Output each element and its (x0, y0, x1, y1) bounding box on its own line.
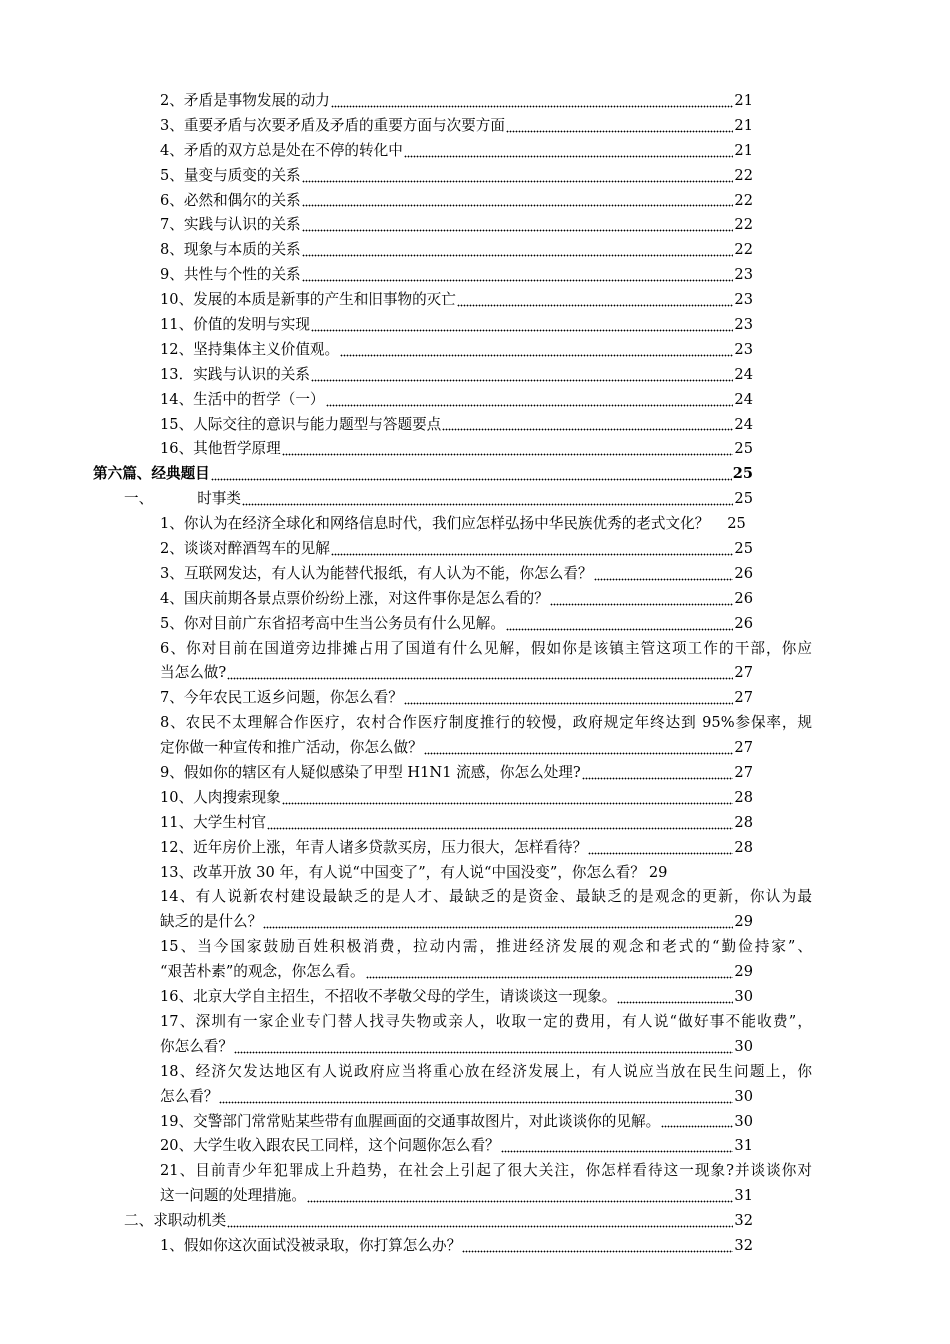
toc-entry-label: 6、必然和偶尔的关系 (160, 191, 301, 209)
toc-entry-label: 13、改革开放 30 年，有人说“中国变了”，有人说“中国没变”，你怎么看？ (160, 863, 645, 881)
dot-leader (424, 744, 734, 755)
dot-leader (340, 346, 733, 357)
toc-entry-label-continued: 这一问题的处理措施。 (160, 1187, 306, 1205)
toc-entry-label: 8、农民不太理解合作医疗，农村合作医疗制度推行的较慢，政府规定年终达到 95%参保率，规 (160, 714, 812, 732)
dot-leader (550, 595, 734, 606)
toc-entry-label: 11、大学生村官 (160, 813, 267, 831)
toc-entry-philosophy-11[interactable] (0, 363, 753, 388)
dot-leader (462, 1242, 733, 1253)
toc-page-number: 21 (734, 116, 753, 134)
toc-page-number: 23 (734, 316, 753, 333)
dot-leader (234, 1043, 733, 1054)
dot-leader (442, 420, 733, 431)
toc-entry-philosophy-6[interactable] (0, 238, 753, 263)
toc-page-number: 30 (734, 1037, 753, 1055)
toc-page-number: 22 (734, 191, 753, 209)
toc-page-number: 32 (734, 1236, 753, 1254)
toc-page-number: 26 (734, 564, 753, 582)
dot-leader (302, 246, 734, 257)
toc-page-number: 27 (734, 764, 753, 782)
toc-entry-philosophy-8[interactable] (0, 288, 753, 313)
toc-entry-label-continued: 定你做一种宣传和推广活动，你怎么做？ (160, 739, 423, 757)
toc-page-number: 28 (734, 838, 753, 856)
toc-entry-label: 14、有人说新农村建设最缺乏的是人才、最缺乏的是资金、最缺乏的是观念的更新，你认为最 (160, 888, 812, 906)
toc-page-number: 30 (734, 988, 753, 1006)
dot-leader (302, 196, 734, 207)
toc-section-number: 一、 (124, 490, 154, 508)
toc-entry-label: 16、北京大学自主招生，不招收不孝敬父母的学生，请谈谈这一现象。 (160, 988, 617, 1006)
dot-leader (594, 570, 734, 581)
toc-entry-label: 9、假如你的辖区有人疑似感染了甲型 H1N1 流感，你怎么处理? (160, 764, 581, 782)
toc-page-number: 31 (734, 1187, 753, 1205)
toc-page-number: 32 (734, 1212, 753, 1230)
toc-page-number: 26 (734, 589, 753, 607)
toc-entry-label: 二、求职动机类 (124, 1212, 227, 1230)
toc-entry-current-11[interactable] (0, 811, 753, 836)
toc-entry-current-12[interactable] (0, 836, 753, 861)
toc-entry-current-13[interactable] (0, 861, 753, 886)
toc-page-number: 25 (732, 465, 753, 483)
toc-entry-current-14-line1[interactable] (0, 886, 812, 911)
toc-entry-label: 7、实践与认识的关系 (160, 216, 301, 234)
toc-entry-current-7[interactable] (0, 686, 753, 711)
dot-leader (282, 445, 734, 456)
toc-entry-label: 9、共性与个性的关系 (160, 266, 301, 284)
toc-entry-philosophy-1[interactable] (0, 114, 753, 139)
toc-entry-current-5[interactable] (0, 612, 753, 637)
toc-entry-label: 14、生活中的哲学（一） (160, 390, 325, 408)
toc-page-number: 27 (734, 664, 753, 682)
toc-entry-current-21-line1[interactable] (0, 1159, 812, 1184)
toc-page-number: 30 (734, 1087, 753, 1105)
toc-entry-label-continued: 你怎么看？ (160, 1037, 233, 1055)
toc-entry-label: 12、近年房价上涨，年青人诸多贷款买房，压力很大，怎样看待？ (160, 838, 588, 856)
toc-page-number: 24 (734, 365, 753, 383)
toc-entry-current-10[interactable] (0, 786, 753, 811)
dot-leader (326, 396, 734, 407)
toc-page-number: 25 (734, 490, 753, 508)
toc-page-number: 25 (727, 515, 746, 533)
toc-entry-current-20[interactable] (0, 1134, 753, 1159)
toc-entry-current-8-line2[interactable] (0, 736, 753, 761)
toc-entry-current-17-line2[interactable] (0, 1035, 753, 1060)
toc-entry-label: 时事类 (197, 490, 241, 508)
toc-section-current-affairs[interactable] (0, 487, 753, 512)
toc-entry-current-4[interactable] (0, 587, 753, 612)
toc-entry-label: 15、当今国家鼓励百姓积极消费，拉动内需，推进经济发展的观念和老式的“勤俭持家”、 (160, 938, 812, 956)
toc-entry-current-2[interactable] (0, 537, 753, 562)
toc-entry-label: 5、你对目前广东省招考高中生当公务员有什么见解。 (160, 614, 505, 632)
toc-entry-label: 11、价值的发明与实现 (160, 316, 310, 333)
toc-entry-philosophy-0[interactable] (0, 89, 753, 114)
toc-entry-current-3[interactable] (0, 562, 753, 587)
toc-entry-label-continued: 缺乏的是什么？ (160, 913, 263, 931)
toc-page-number: 26 (734, 614, 753, 632)
toc-entry-label: 17、深圳有一家企业专门替人找寻失物或亲人，收取一定的费用，有人说“做好事不能收费”， (160, 1012, 812, 1030)
dot-leader (404, 147, 734, 158)
toc-entry-current-19[interactable] (0, 1110, 753, 1135)
toc-page-number: 31 (734, 1137, 753, 1155)
toc-entry-label: 13．实践与认识的关系 (160, 365, 310, 383)
toc-entry-label: 2、谈谈对醉酒驾车的见解 (160, 540, 330, 558)
dot-leader (331, 97, 734, 108)
toc-part-6-entry[interactable] (0, 462, 753, 487)
toc-entry-label: 7、今年农民工返乡问题，你怎么看？ (160, 689, 403, 707)
table-of-contents (0, 89, 950, 1259)
toc-entry-label: 第六篇、经典题目 (93, 465, 210, 483)
toc-entry-job-0[interactable] (0, 1234, 753, 1259)
toc-entry-label: 6、你对目前在国道旁边排摊占用了国道有什么见解，假如你是该镇主管这项工作的干部，你应 (160, 639, 812, 657)
dot-leader (366, 968, 734, 979)
toc-entry-label: 12、坚持集体主义价值观。 (160, 340, 340, 358)
toc-entry-philosophy-7[interactable] (0, 263, 753, 288)
dot-leader (211, 470, 732, 481)
toc-page-number: 27 (734, 689, 753, 707)
toc-entry-philosophy-2[interactable] (0, 139, 753, 164)
toc-entry-label: 1、假如你这次面试没被录取，你打算怎么办？ (160, 1236, 462, 1254)
toc-entry-current-16[interactable] (0, 985, 753, 1010)
toc-page-number: 27 (734, 739, 753, 757)
dot-leader (302, 221, 734, 232)
job-item-list (0, 1234, 950, 1259)
dot-leader (501, 1142, 734, 1153)
toc-entry-philosophy-5[interactable] (0, 213, 753, 238)
toc-entry-current-1[interactable] (0, 512, 812, 537)
dot-leader (219, 1093, 733, 1104)
dot-leader (506, 122, 733, 133)
dot-leader (282, 794, 734, 805)
toc-page-number: 21 (734, 141, 753, 159)
toc-entry-current-6-line1[interactable] (0, 637, 812, 662)
toc-entry-philosophy-4[interactable] (0, 189, 753, 214)
toc-entry-current-6-line2[interactable] (0, 661, 753, 686)
toc-entry-current-18-line2[interactable] (0, 1085, 753, 1110)
dot-leader (506, 620, 733, 631)
toc-entry-current-14-line2[interactable] (0, 910, 753, 935)
toc-page-number: 23 (734, 291, 753, 309)
toc-entry-current-8-line1[interactable] (0, 711, 812, 736)
toc-page-number: 21 (734, 91, 753, 109)
dot-leader (263, 918, 733, 929)
dot-leader (311, 321, 734, 332)
toc-entry-label: 4、矛盾的双方总是处在不停的转化中 (160, 141, 403, 159)
toc-page-number: 25 (734, 540, 753, 558)
toc-entry-label: 21、目前青少年犯罪成上升趋势，在社会上引起了很大关注，你怎样看待这一现象?并谈谈你对 (160, 1162, 812, 1180)
philosophy-item-list (0, 89, 950, 462)
toc-entry-label: 20、大学生收入跟农民工同样，这个问题你怎么看？ (160, 1137, 500, 1155)
toc-page-number: 28 (734, 788, 753, 806)
toc-entry-label-continued: “艰苦朴素”的观念，你怎么看。 (160, 963, 365, 981)
toc-page-number: 22 (734, 166, 753, 184)
toc-entry-label: 2、矛盾是事物发展的动力 (160, 91, 330, 109)
toc-entry-current-21-line2[interactable] (0, 1184, 753, 1209)
toc-entry-label: 10、人肉搜索现象 (160, 788, 281, 806)
toc-page-number: 30 (734, 1112, 753, 1130)
toc-entry-current-18-line1[interactable] (0, 1060, 812, 1085)
toc-entry-label: 16、其他哲学原理 (160, 440, 281, 458)
toc-page-number: 28 (734, 813, 753, 831)
dot-leader (302, 172, 734, 183)
dot-leader (227, 1217, 733, 1228)
dot-leader (457, 296, 734, 307)
dot-leader (588, 844, 733, 855)
dot-leader (267, 819, 733, 830)
toc-page-number: 24 (734, 415, 753, 433)
toc-entry-current-15-line2[interactable] (0, 960, 753, 985)
dot-leader (227, 669, 733, 680)
toc-entry-label: 5、量变与质变的关系 (160, 166, 301, 184)
dot-leader (311, 371, 734, 382)
toc-entry-philosophy-12[interactable] (0, 388, 753, 413)
toc-entry-philosophy-13[interactable] (0, 413, 753, 438)
toc-entry-philosophy-3[interactable] (0, 164, 753, 189)
dot-leader (242, 495, 733, 506)
toc-entry-current-15-line1[interactable] (0, 935, 812, 960)
toc-entry-label-continued: 怎么看？ (160, 1087, 219, 1105)
toc-page-number: 23 (734, 266, 753, 284)
toc-entry-label: 3、互联网发达，有人认为能替代报纸，有人认为不能，你怎么看？ (160, 564, 593, 582)
toc-page-number: 29 (734, 913, 753, 931)
toc-page-number: 25 (734, 440, 753, 458)
dot-leader (582, 769, 734, 780)
dot-leader (661, 1117, 733, 1128)
toc-entry-label: 10、发展的本质是新事的产生和旧事物的灭亡 (160, 291, 456, 309)
toc-entry-philosophy-9[interactable] (0, 313, 753, 338)
toc-page-number: 22 (734, 216, 753, 234)
dot-leader (302, 271, 734, 282)
toc-entry-label-continued: 当怎么做? (160, 664, 227, 682)
toc-entry-label: 18、经济欠发达地区有人说政府应当将重心放在经济发展上，有人说应当放在民生问题上，你 (160, 1062, 812, 1080)
toc-page-number: 29 (648, 863, 668, 881)
toc-entry-philosophy-10[interactable] (0, 338, 753, 363)
toc-section-job-motivation[interactable] (0, 1209, 753, 1234)
toc-page-number: 29 (734, 963, 753, 981)
toc-entry-label: 15、人际交往的意识与能力题型与答题要点 (160, 415, 442, 433)
dot-leader (331, 545, 734, 556)
toc-entry-label: 4、国庆前期各景点票价纷纷上涨，对这件事你是怎么看的？ (160, 589, 549, 607)
toc-entry-label: 8、现象与本质的关系 (160, 241, 301, 259)
toc-entry-current-9[interactable] (0, 761, 753, 786)
toc-entry-philosophy-14[interactable] (0, 437, 753, 462)
toc-entry-label: 3、重要矛盾与次要矛盾及矛盾的重要方面与次要方面 (160, 116, 505, 134)
toc-page-number: 24 (734, 390, 753, 408)
toc-page-number: 22 (734, 241, 753, 259)
dot-leader (617, 993, 733, 1004)
toc-entry-label: 19、交警部门常常贴某些带有血腥画面的交通事故图片，对此谈谈你的见解。 (160, 1112, 661, 1130)
toc-entry-label: 1、你认为在经济全球化和网络信息时代，我们应怎样弘扬中华民族优秀的老式文化？ (160, 515, 710, 533)
toc-entry-current-17-line1[interactable] (0, 1010, 812, 1035)
dot-leader (404, 694, 734, 705)
toc-page-number: 23 (734, 340, 753, 358)
dot-leader (307, 1192, 733, 1203)
